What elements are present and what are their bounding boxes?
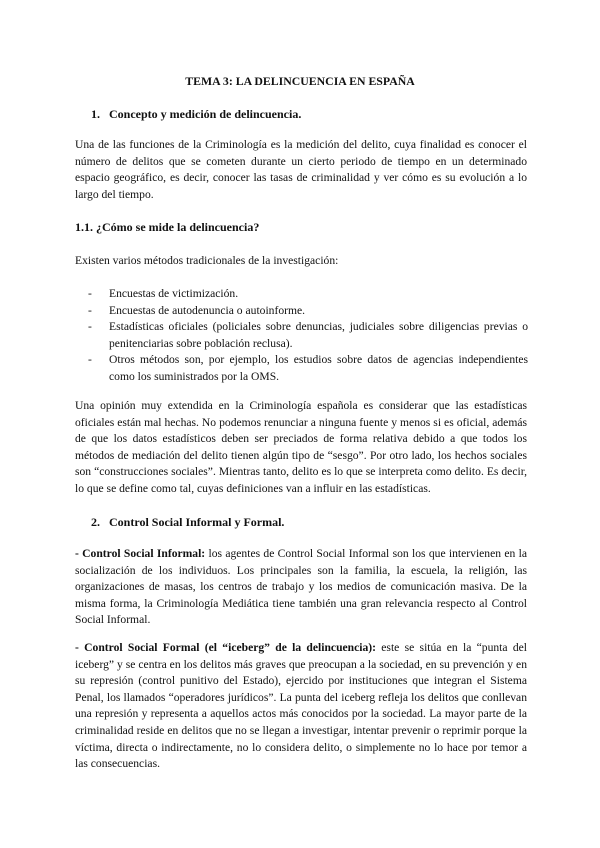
formal-control-paragraph [75,640,527,773]
list-item-text: Estadísticas oficiales (policiales sobre denuncias, judiciales sobre diligencias previas o penitenciarias sobre población reclusa). [109,320,528,350]
methods-intro: Existen varios métodos tradicionales de la investigación: [75,254,339,267]
section-1-title: Concepto y medición de delincuencia. [109,107,302,121]
section-1-1-heading: 1.1. ¿Cómo se mide la delincuencia? [75,220,260,234]
list-item [88,286,528,303]
list-item [88,319,528,352]
dash-bullet: - [88,287,92,300]
list-item [88,303,528,320]
informal-control-text: los agentes de Control Social Informal son los que intervienen en la socialización de los individuos. Los principales son la familia, la escuela, la religión, las organizaciones de masas, los centros de trabajo y los medios de comunicación masiva. De la misma forma, la Criminología Mediática tiene también una gran relevancia respecto al Control Social Informal. [75,547,527,627]
section-2-title: Control Social Informal y Formal. [109,515,285,529]
informal-control-paragraph [75,546,527,629]
informal-control-lead: - Control Social Informal: [75,547,206,560]
formal-control-lead: - Control Social Formal (el “iceberg” de la delincuencia): [75,641,376,654]
formal-control-text: este se sitúa en la “punta del iceberg” y se centra en los delitos más graves que preocupan a la sociedad, en su prevención y en su represión (control punitivo del Estado), ejercido por instituciones que integran el Sistema Penal, los llamados “operadores jurídicos”. La punta del iceberg refleja los delitos que conllevan una represión y representa a aquellos actos más conocidos por la sociedad. La mayor parte de la criminalidad reside en delitos que no se llegan a investigar, intentar prevenir o reprimir porque la víctima, directa o indirectamente, no lo considera delito, o simplemente no lo hace por temor a las consecuencias. [75,641,527,771]
section-2-number: 2. [91,515,100,529]
section-1-heading [91,106,301,123]
list-item-text: Encuestas de autodenuncia o autoinforme. [109,303,306,317]
section-1-number: 1. [91,107,100,121]
document-title: TEMA 3: LA DELINCUENCIA EN ESPAÑA [185,74,415,88]
statistics-paragraph: Una opinión muy extendida en la Criminología española es considerar que las estadísticas oficiales están mal hechas. No podemos renunciar a ninguna fuente y menos si es oficial, además de que los datos estadísticos deben ser preciados de forma relativa debido a que todos los métodos de mediación del delito tienen algún tipo de “sesgo”. Por otro lado, los hechos sociales son “construcciones sociales”. Mientras tanto, delito es lo que se interpreta como delito. Es decir, lo que se define como tal, cuyas definiciones van a influir en las estadísticas. [75,399,527,495]
list-item-text: Otros métodos son, por ejemplo, los estudios sobre datos de agencias independientes como los suministrados por la OMS. [109,353,528,383]
dash-bullet: - [88,320,92,334]
dash-bullet: - [88,353,92,367]
list-item-text: Encuestas de victimización. [109,287,239,300]
list-item [88,352,528,385]
methods-list [88,286,528,386]
dash-bullet: - [88,303,92,317]
section-2-heading [91,514,284,531]
section-1-paragraph: Una de las funciones de la Criminología es la medición del delito, cuya finalidad es conocer el número de delitos que se cometen durante un cierto periodo de tiempo en un determinado espacio geográfico, es decir, conocer las tasas de criminalidad y ver cómo es su evolución a lo largo del tiempo. [75,138,527,201]
